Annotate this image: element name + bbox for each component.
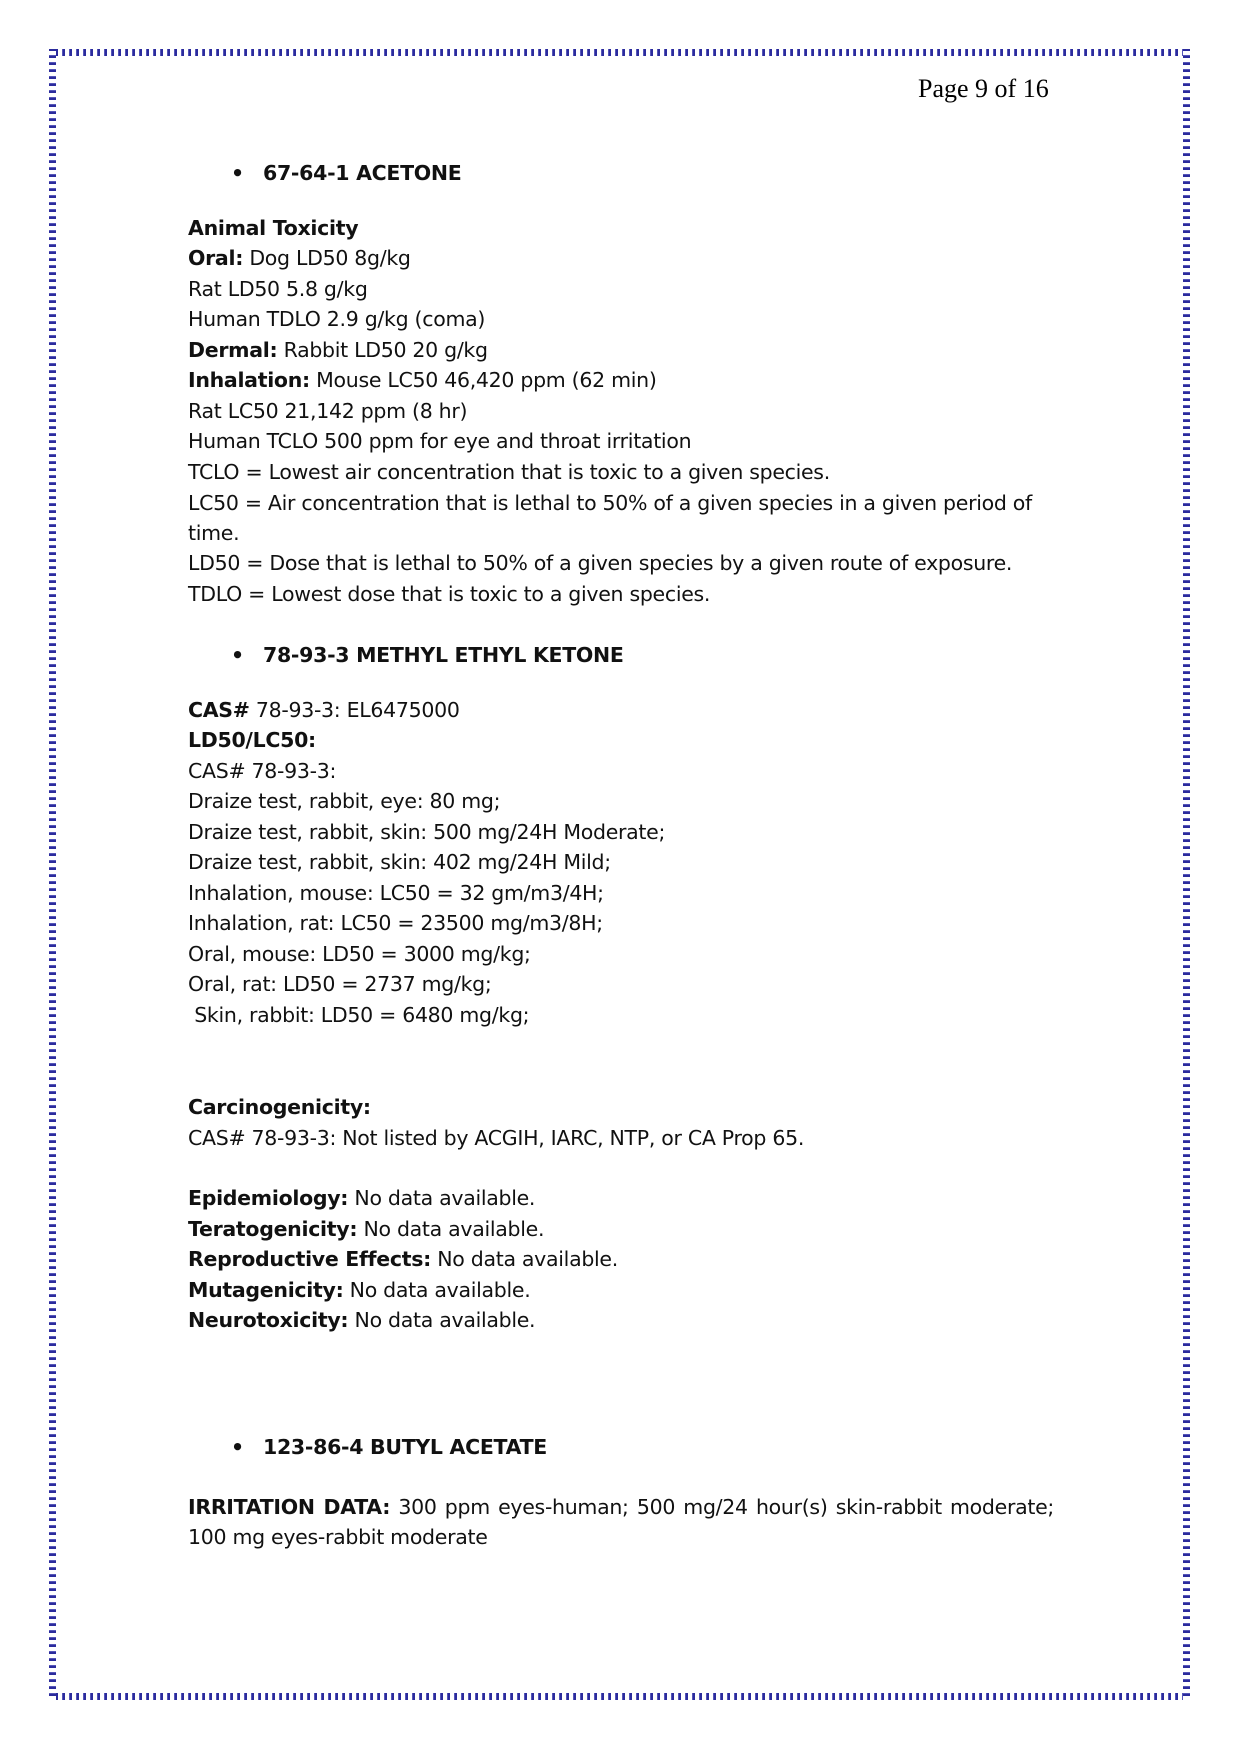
page-border-top bbox=[49, 49, 1190, 56]
section-title: 123-86-4 BUTYL ACETATE bbox=[263, 1435, 548, 1459]
irritation-label: IRRITATION DATA: bbox=[188, 1495, 391, 1519]
inhalation-line bbox=[188, 365, 657, 395]
section-title: 67-64-1 ACETONE bbox=[263, 161, 462, 185]
inhalation-value: Mouse LC50 46,420 ppm (62 min) bbox=[309, 368, 657, 392]
rat-ld50-line: Rat LD50 5.8 g/kg bbox=[188, 277, 368, 301]
toxicity-item: Inhalation, rat: LC50 = 23500 mg/m3/8H; bbox=[188, 911, 603, 935]
effect-epidemiology bbox=[188, 1183, 535, 1213]
toxicity-item: Draize test, rabbit, eye: 80 mg; bbox=[188, 789, 501, 813]
ld50-lc50-heading: LD50/LC50: bbox=[188, 728, 316, 752]
oral-line bbox=[188, 243, 411, 273]
definition-lc50-continued: time. bbox=[188, 521, 240, 545]
toxicity-item: Skin, rabbit: LD50 = 6480 mg/kg; bbox=[188, 1003, 530, 1027]
section-title: 78-93-3 METHYL ETHYL KETONE bbox=[263, 643, 624, 667]
cas-label: CAS# bbox=[188, 698, 250, 722]
irritation-value: 300 ppm eyes-human; 500 mg/24 hour(s) skin-rabbit moderate; 100 mg eyes-rabbit moderate bbox=[188, 1495, 1054, 1549]
dermal-label: Dermal: bbox=[188, 338, 278, 362]
human-tdlo-line: Human TDLO 2.9 g/kg (coma) bbox=[188, 307, 486, 331]
toxicity-item: Draize test, rabbit, skin: 500 mg/24H Moderate; bbox=[188, 820, 666, 844]
definition-tdlo: TDLO = Lowest dose that is toxic to a given species. bbox=[188, 582, 711, 606]
effect-label: Reproductive Effects: bbox=[188, 1247, 432, 1271]
effect-value: No data available. bbox=[348, 1186, 536, 1210]
section-header-butyl-acetate bbox=[231, 1432, 547, 1462]
animal-toxicity-heading: Animal Toxicity bbox=[188, 216, 359, 240]
human-tclo-line: Human TCLO 500 ppm for eye and throat irritation bbox=[188, 429, 692, 453]
definition-tclo: TCLO = Lowest air concentration that is toxic to a given species. bbox=[188, 460, 830, 484]
rat-lc50-line: Rat LC50 21,142 ppm (8 hr) bbox=[188, 399, 468, 423]
effect-label: Epidemiology: bbox=[188, 1186, 349, 1210]
dermal-line bbox=[188, 335, 488, 365]
effect-label: Teratogenicity: bbox=[188, 1217, 358, 1241]
effect-value: No data available. bbox=[431, 1247, 618, 1271]
bullet-icon: • bbox=[231, 1435, 244, 1459]
effect-mutagenicity bbox=[188, 1275, 530, 1305]
page-border-bottom bbox=[49, 1693, 1190, 1700]
oral-label: Oral: bbox=[188, 246, 244, 270]
toxicity-item: Oral, rat: LD50 = 2737 mg/kg; bbox=[188, 972, 492, 996]
effect-value: No data available. bbox=[348, 1308, 536, 1332]
effect-reproductive bbox=[188, 1244, 618, 1274]
page-number: Page 9 of 16 bbox=[918, 74, 1049, 103]
toxicity-item: Inhalation, mouse: LC50 = 32 gm/m3/4H; bbox=[188, 881, 604, 905]
toxicity-item: Oral, mouse: LD50 = 3000 mg/kg; bbox=[188, 942, 531, 966]
page-border-right bbox=[1183, 49, 1190, 1700]
cas-value: 78-93-3: EL6475000 bbox=[249, 698, 460, 722]
effect-value: No data available. bbox=[357, 1217, 545, 1241]
toxicity-item: Draize test, rabbit, skin: 402 mg/24H Mild; bbox=[188, 850, 611, 874]
inhalation-label: Inhalation: bbox=[188, 368, 310, 392]
section-header-mek bbox=[231, 640, 624, 670]
irritation-data-paragraph bbox=[188, 1492, 1054, 1552]
cas-line bbox=[188, 695, 460, 725]
dermal-value: Rabbit LD50 20 g/kg bbox=[277, 338, 488, 362]
carcinogenicity-heading: Carcinogenicity: bbox=[188, 1095, 371, 1119]
bullet-icon: • bbox=[231, 161, 244, 185]
oral-value: Dog LD50 8g/kg bbox=[243, 246, 411, 270]
carcinogenicity-value: CAS# 78-93-3: Not listed by ACGIH, IARC, NTP, or CA Prop 65. bbox=[188, 1126, 805, 1150]
effect-label: Mutagenicity: bbox=[188, 1278, 344, 1302]
bullet-icon: • bbox=[231, 643, 244, 667]
effect-label: Neurotoxicity: bbox=[188, 1308, 349, 1332]
cas-number-line: CAS# 78-93-3: bbox=[188, 759, 337, 783]
effect-neurotoxicity bbox=[188, 1305, 535, 1335]
effect-value: No data available. bbox=[343, 1278, 531, 1302]
section-header-acetone bbox=[231, 158, 461, 188]
page-border-left bbox=[49, 49, 56, 1700]
definition-lc50: LC50 = Air concentration that is lethal to 50% of a given species in a given period of bbox=[188, 491, 1032, 515]
definition-ld50: LD50 = Dose that is lethal to 50% of a given species by a given route of exposure. bbox=[188, 551, 1013, 575]
effect-teratogenicity bbox=[188, 1214, 544, 1244]
